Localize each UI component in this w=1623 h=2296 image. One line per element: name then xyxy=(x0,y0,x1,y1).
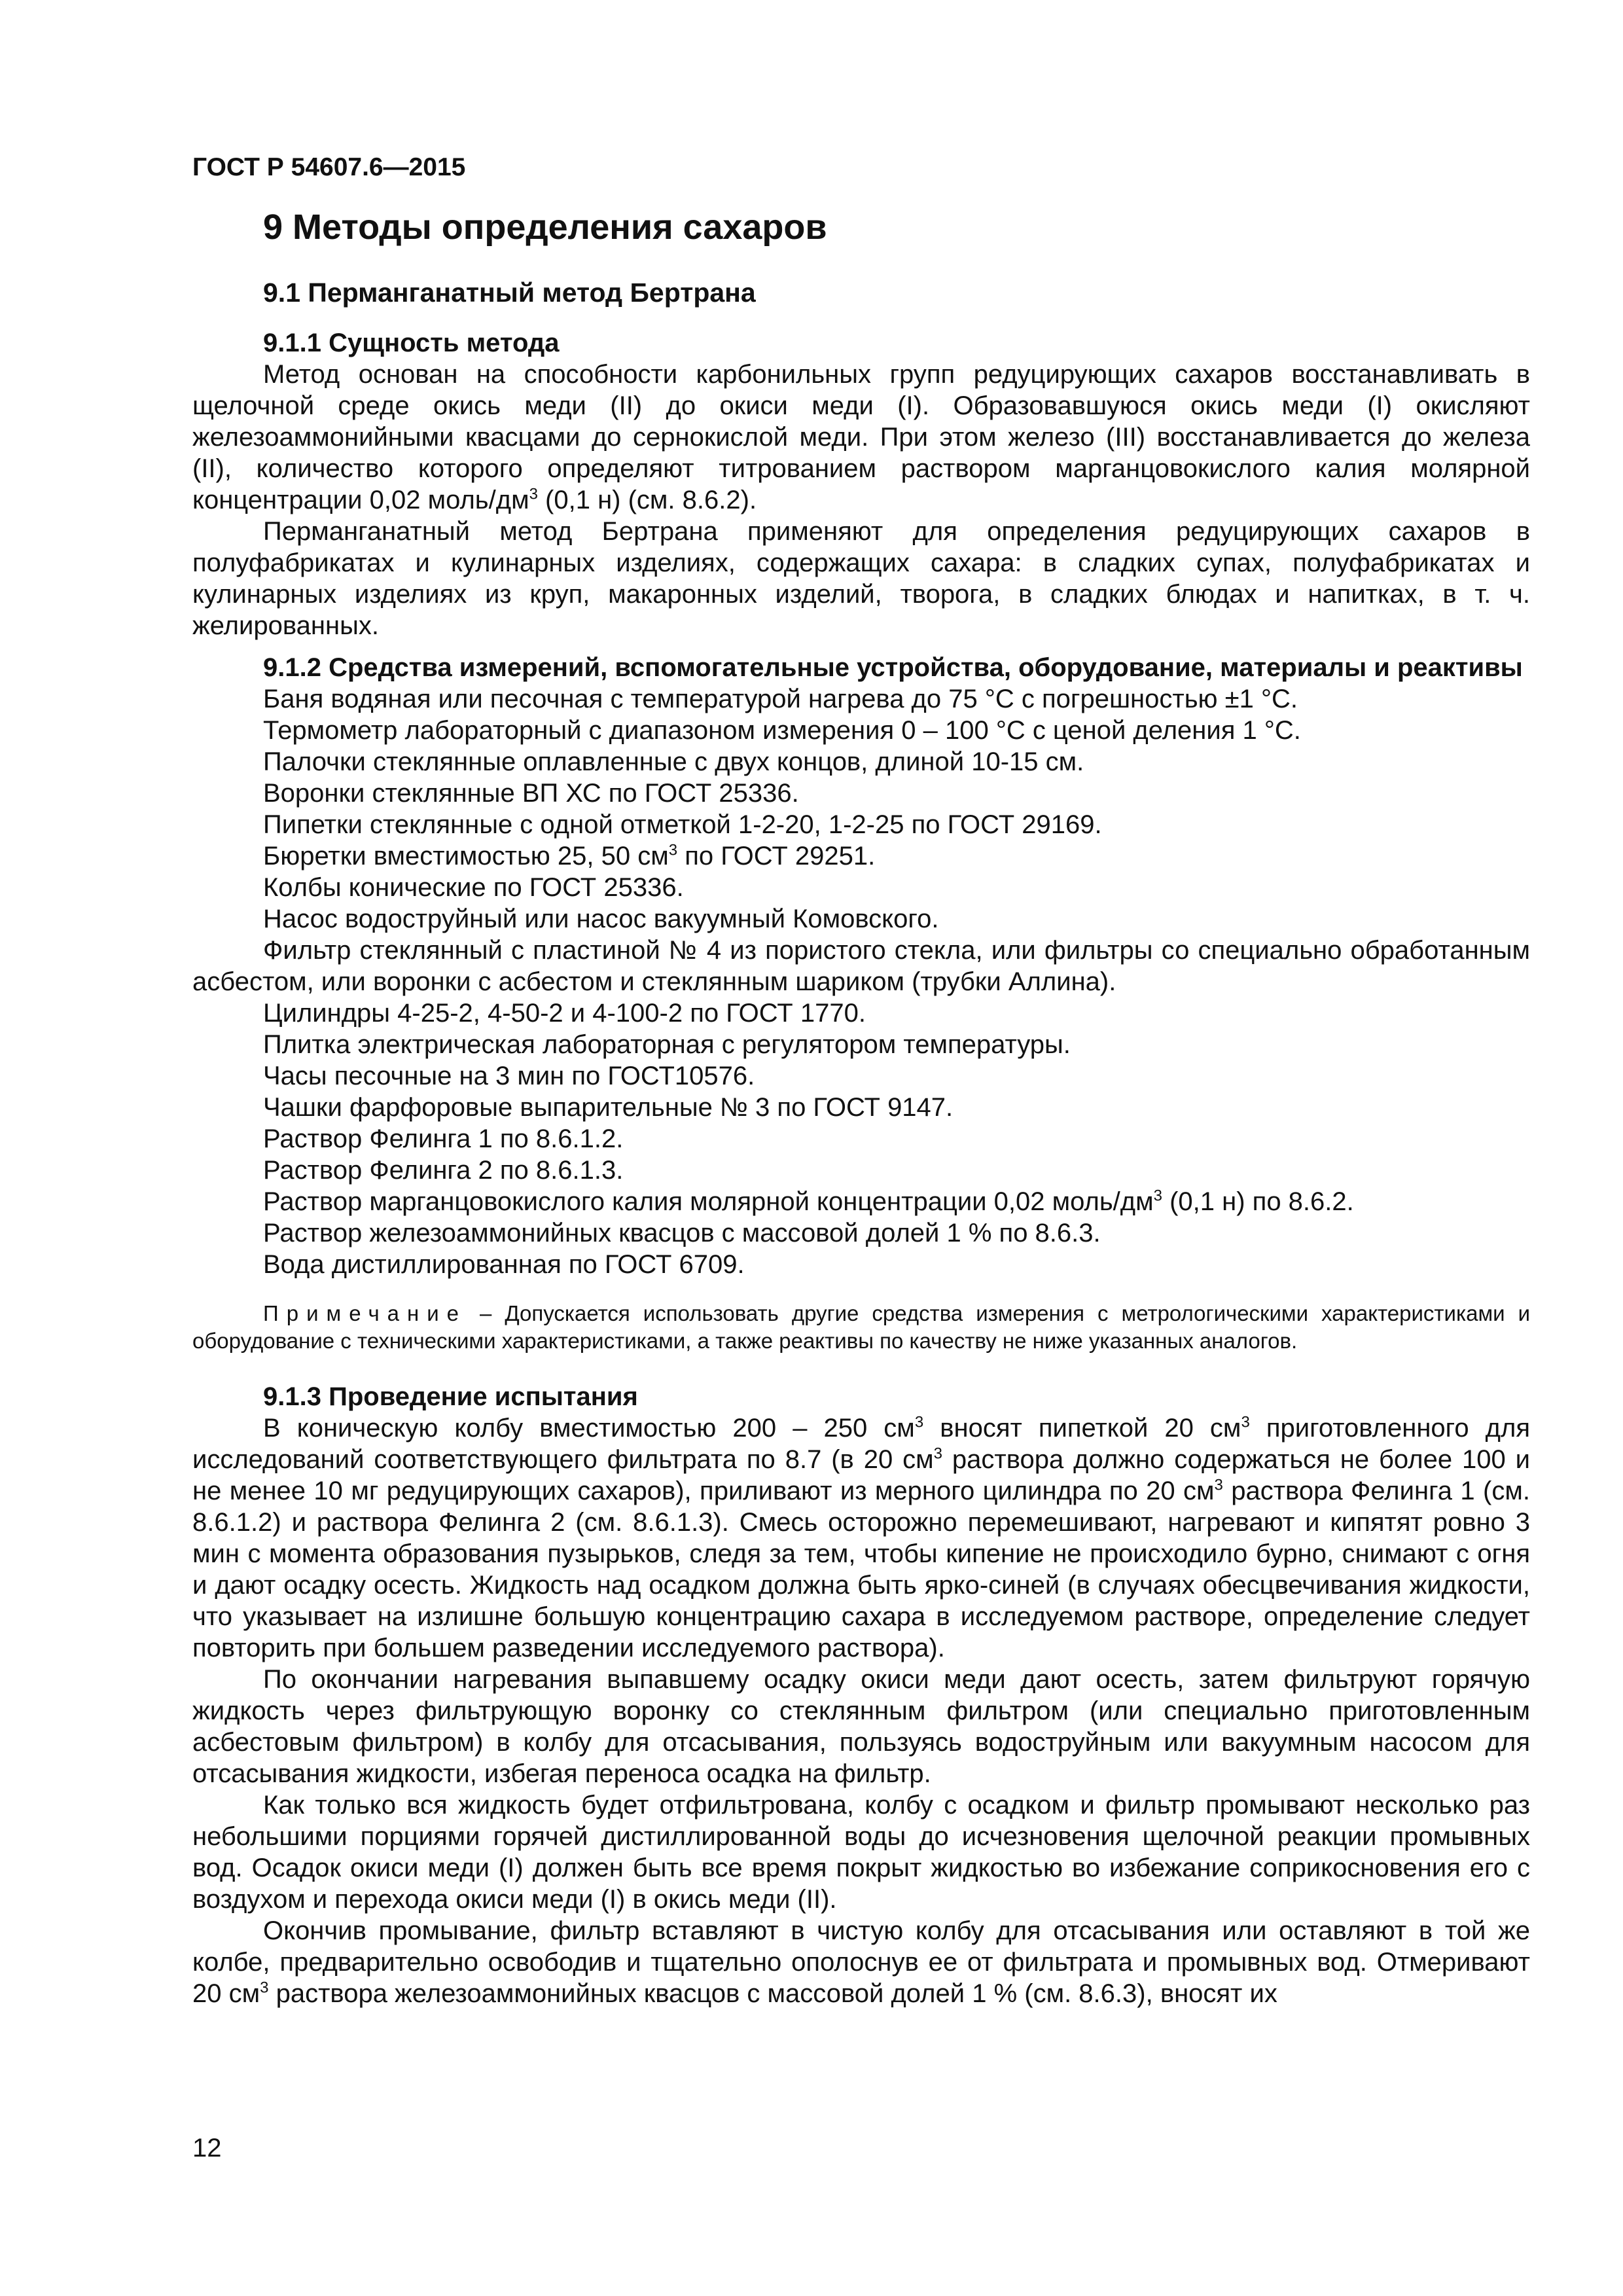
equipment-line: Цилиндры 4-25-2, 4-50-2 и 4-100-2 по ГОСТ 1770. xyxy=(263,999,866,1028)
item-title-9-1-3: 9.1.3 Проведение испытания xyxy=(263,1382,638,1411)
equipment-line: Раствор железоаммонийных квасцов с массовой долей 1 % по 8.6.3. xyxy=(263,1219,1101,1247)
page-number: 12 xyxy=(192,2134,222,2162)
equipment-line: Раствор Фелинга 2 по 8.6.1.3. xyxy=(263,1156,624,1185)
item-title-9-1-2: 9.1.2 Средства измерений, вспомогательные устройства, оборудование, материалы и реактивы xyxy=(263,653,1523,682)
paragraph-test-procedure-3: Как только вся жидкость будет отфильтрована, колбу с осадком и фильтр промывают несколько раз небольшими порциями горячей дистиллированной воды до исчезновения щелочной реакции промывных вод. Осадок окиси меди (I) должен быть все время покрыт жидкостью во избежание соприкосновения его с воздухом и перехода окиси меди (I) в окись меди (II). xyxy=(192,1791,1530,1914)
equipment-line: Бюретки вместимостью 25, 50 $см^3$ по ГОСТ 29251. xyxy=(263,841,876,870)
note-text: – Допускается использовать другие средства измерения с метрологическими характеристиками и оборудование с техническими характеристиками, а также реактивы по качеству не ниже указанных аналогов. xyxy=(192,1301,1530,1353)
subsection-title: 9.1 Перманганатный метод Бертрана xyxy=(263,278,756,308)
equipment-line: Палочки стеклянные оплавленные с двух концов, длиной 10-15 см. xyxy=(263,747,1084,776)
paragraph-test-procedure-1: В коническую колбу вместимостью 200 – 250 $см^3$ вносят пипеткой 20 $см^3$ приготовленного для исследований соответствующего фильтрата по 8.7 (в 20 $см^3$ раствора должно содержаться не более 100 и не менее 10 мг редуцирующих сахаров), приливают из мерного цилиндра по 20 $см^3$ раствора Фелинга 1 (см. 8.6.1.2) и раствора Фелинга 2 (см. 8.6.1.3). Смесь осторожно перемешивают, нагревают и кипятят ровно 3 мин с момента образования пузырьков, следя за тем, чтобы кипение не происходило бурно, снимают с огня и дают осадку осесть. Жидкость над осадком должна быть ярко-синей (в случаях обесцвечивания жидкости, что указывает на излишне большую концентрацию сахара в исследуемом растворе, определение следует повторить при большем разведении исследуемого раствора). xyxy=(192,1413,1531,1662)
equipment-line: Фильтр стеклянный с пластиной № 4 из пористого стекла, или фильтры со специально обработанным асбестом, или воронки с асбестом и стеклянным шариком (трубки Аллина). xyxy=(192,936,1530,996)
item-title-9-1-1: 9.1.1 Сущность метода xyxy=(263,329,560,357)
equipment-line: Плитка электрическая лабораторная с регулятором температуры. xyxy=(263,1030,1071,1059)
note-label: Примечание xyxy=(263,1301,467,1325)
note xyxy=(192,1300,1530,1355)
equipment-line: Чашки фарфоровые выпарительные № 3 по ГОСТ 9147. xyxy=(263,1093,954,1122)
equipment-line: Пипетки стеклянные с одной отметкой 1-2-20, 1-2-25 по ГОСТ 29169. xyxy=(263,810,1102,839)
equipment-line: Раствор марганцовокислого калия молярной концентрации 0,02 моль/$дм^3$ (0,1 н) по 8.6.2. xyxy=(263,1187,1354,1216)
document-header: ГОСТ Р 54607.6—2015 xyxy=(192,153,466,181)
equipment-line: Раствор Фелинга 1 по 8.6.1.2. xyxy=(263,1124,624,1153)
document-page xyxy=(192,152,1530,2009)
paragraph-method-application: Перманганатный метод Бертрана применяют для определения редуцирующих сахаров в полуфабрикатах и кулинарных изделиях, содержащих сахара: в сладких супах, полуфабрикатах и кулинарных изделиях из круп, макаронных изделий, творога, в сладких блюдах и напитках, в т. ч. желированных. xyxy=(192,517,1530,640)
equipment-line: Баня водяная или песочная с температурой нагрева до 75 °С с погрешностью ±1 °С. xyxy=(263,685,1298,713)
paragraph-test-procedure-4: Окончив промывание, фильтр вставляют в чистую колбу для отсасывания или оставляют в той же колбе, предварительно освободив и тщательно ополоснув ее от фильтрата и промывных вод. Отмеривают 20 $см^3$ раствора железоаммонийных квасцов с массовой долей 1 % (см. 8.6.3), вносят их xyxy=(192,1916,1530,2008)
paragraph-test-procedure-2: По окончании нагревания выпавшему осадку окиси меди дают осесть, затем фильтруют горячую жидкость через фильтрующую воронку со стеклянным фильтром (или специально приготовленным асбестовым фильтром) в колбу для отсасывания, пользуясь водоструйным или вакуумным насосом для отсасывания жидкости, избегая переноса осадка на фильтр. xyxy=(192,1665,1530,1788)
equipment-line: Часы песочные на 3 мин по ГОСТ10576. xyxy=(263,1062,755,1090)
paragraph-method-essence: Метод основан на способности карбонильных групп редуцирующих сахаров восстанавливать в щелочной среде окись меди (II) до окиси меди (I). Образовавшуюся окись меди (I) окисляют железоаммонийными квасцами до сернокислой меди. При этом железо (III) восстанавливается до железа (II), количество которого определяют титрованием раствором марганцовокислого калия молярной концентрации 0,02 моль/$дм^3$ (0,1 н) (см. 8.6.2). xyxy=(192,360,1530,514)
equipment-line: Термометр лабораторный с диапазоном измерения 0 – 100 °С с ценой деления 1 °С. xyxy=(263,716,1301,745)
equipment-line: Воронки стеклянные ВП ХС по ГОСТ 25336. xyxy=(263,779,799,808)
section-title: 9 Методы определения сахаров xyxy=(263,207,827,247)
equipment-line: Колбы конические по ГОСТ 25336. xyxy=(263,873,684,902)
equipment-line: Насос водоструйный или насос вакуумный Комовского. xyxy=(263,905,939,933)
equipment-line: Вода дистиллированная по ГОСТ 6709. xyxy=(263,1250,745,1279)
